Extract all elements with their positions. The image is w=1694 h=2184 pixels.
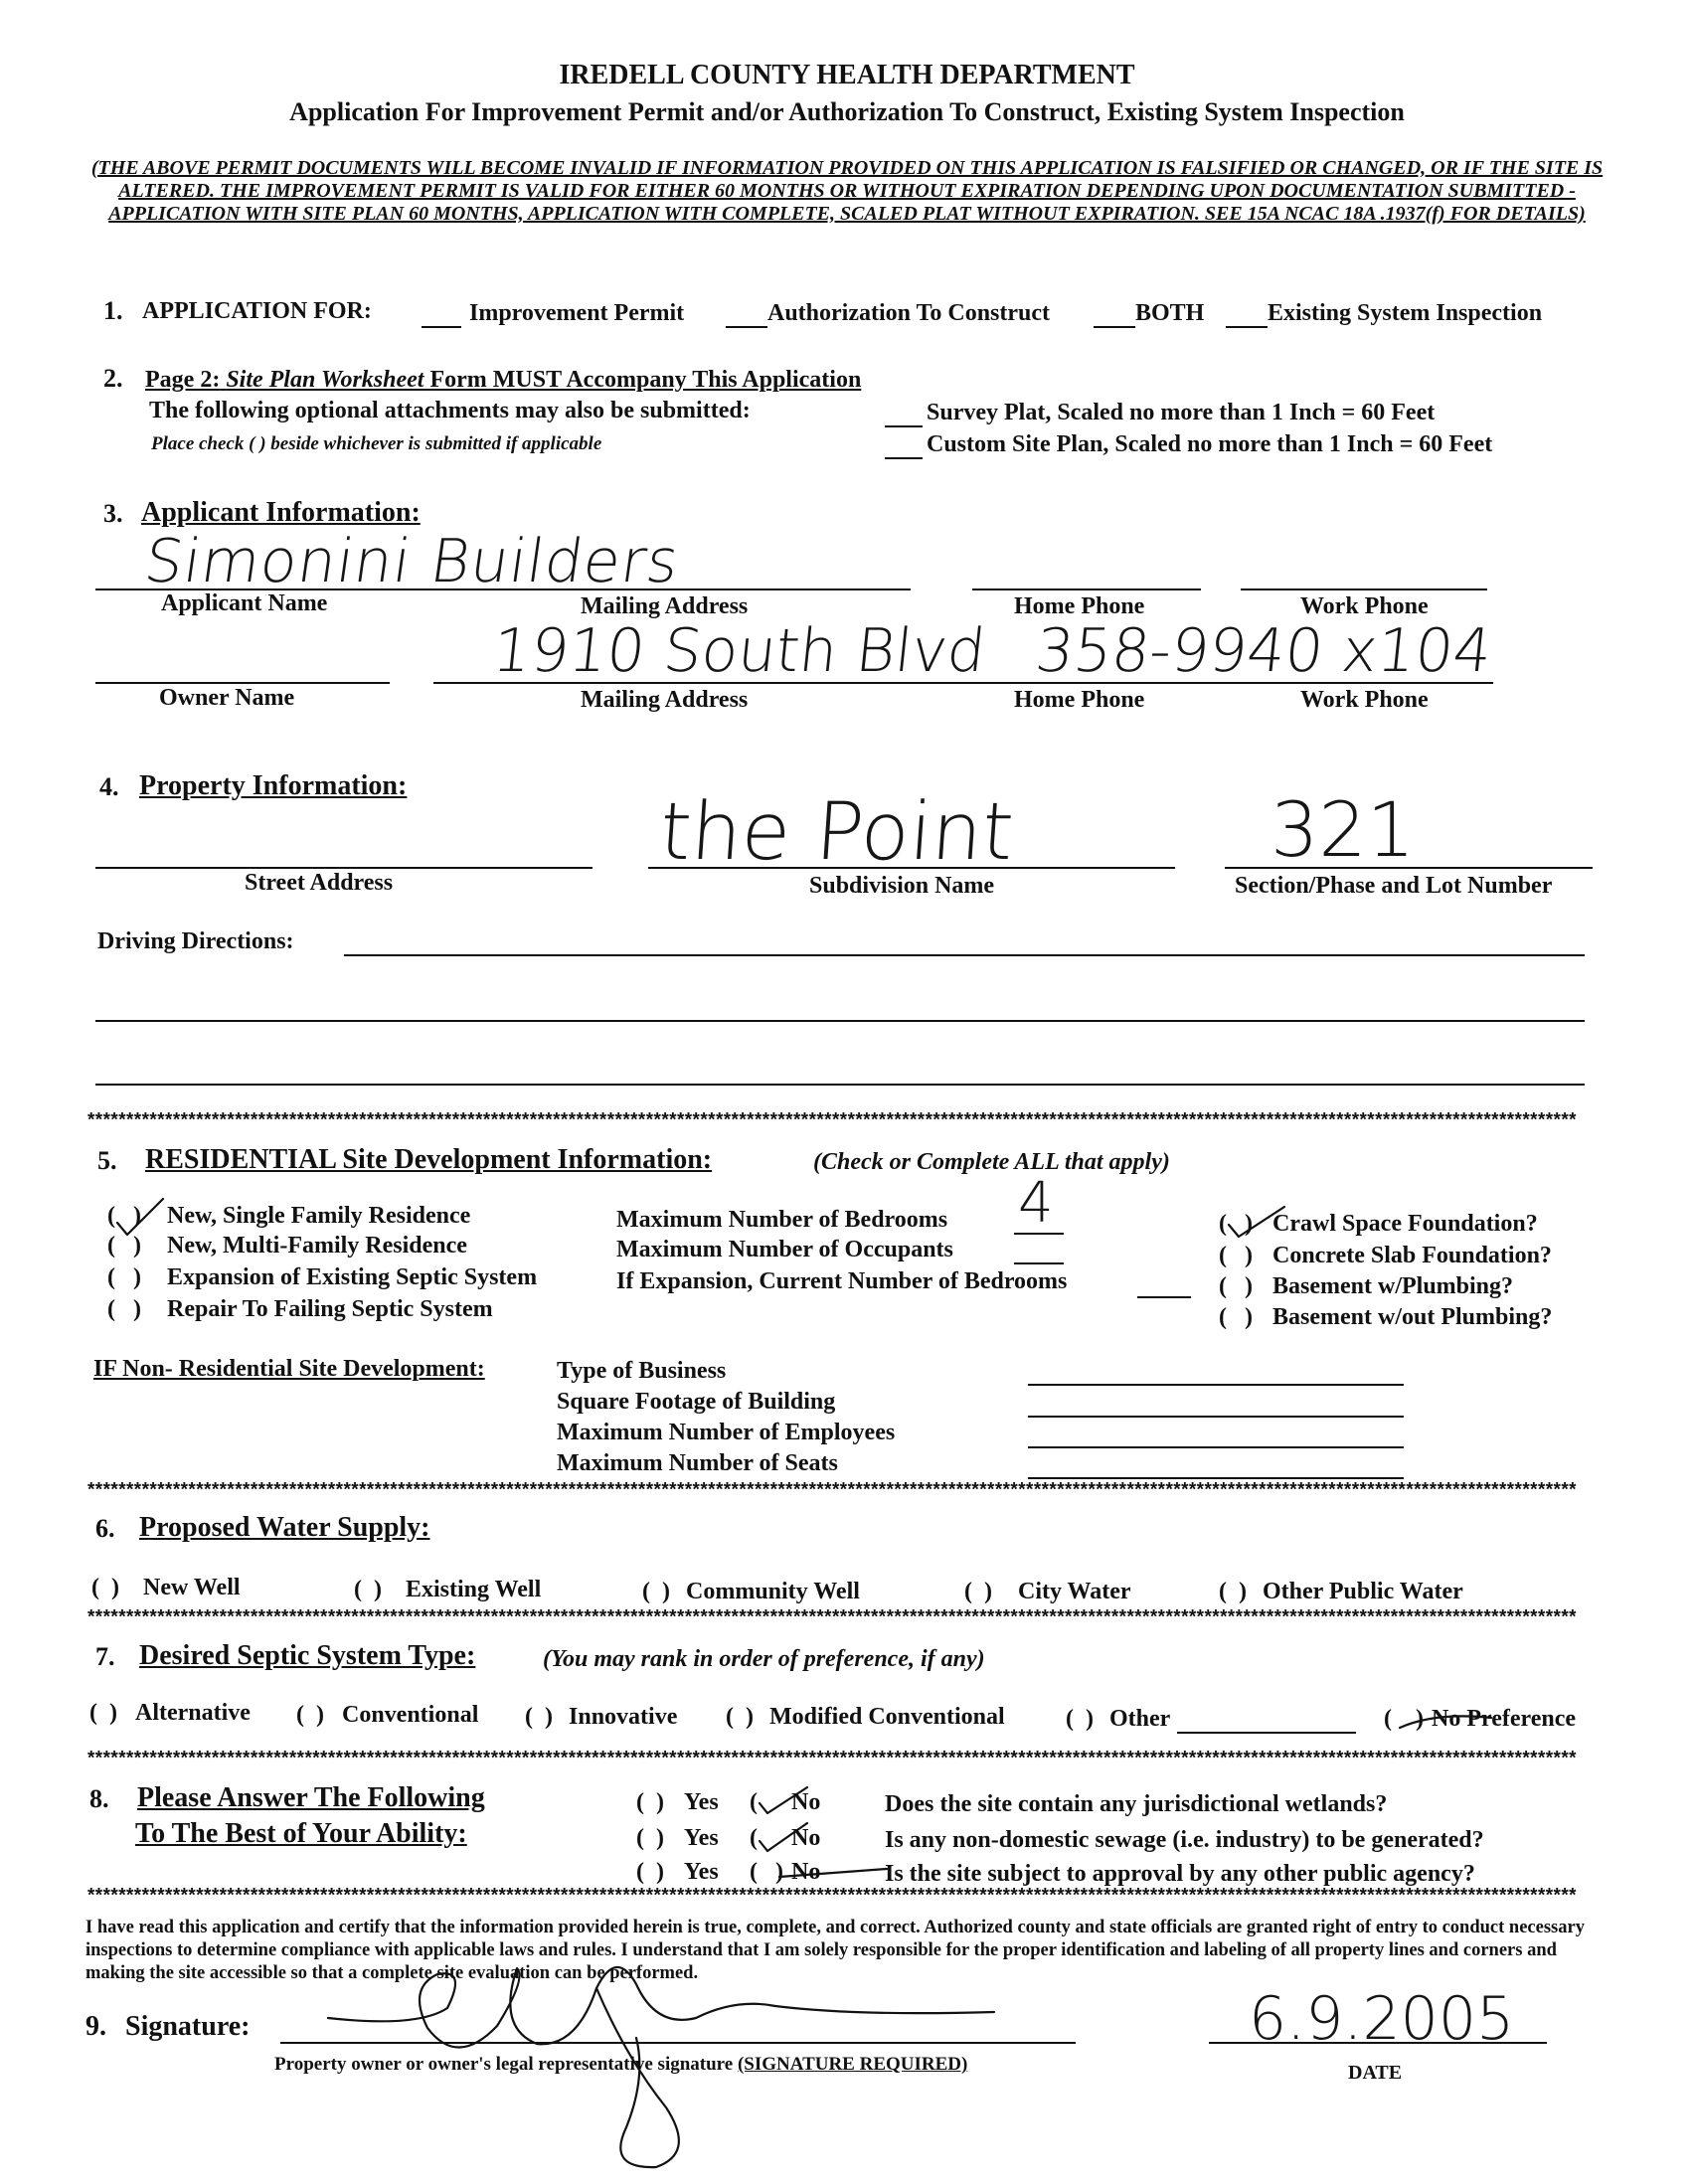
new-well-option: New Well <box>143 1575 241 1600</box>
section-8-number: 8. <box>89 1784 109 1813</box>
agency-no-checkbox[interactable]: ( ) <box>750 1859 783 1885</box>
subdivision-field[interactable]: the Point <box>656 785 1017 878</box>
septic-type-heading: Desired Septic System Type: <box>139 1640 476 1671</box>
repair-checkbox[interactable]: ( ) <box>107 1296 141 1322</box>
improvement-permit-checkbox[interactable] <box>422 326 461 328</box>
alternative-checkbox[interactable]: ( ) <box>89 1700 117 1726</box>
alternative-option: Alternative <box>135 1700 251 1726</box>
residential-note: (Check or Complete ALL that apply) <box>813 1149 1170 1175</box>
max-bedrooms-field[interactable]: 4 <box>1018 1171 1054 1236</box>
water-supply-heading: Proposed Water Supply: <box>139 1512 430 1543</box>
existing-well-checkbox[interactable]: ( ) <box>354 1577 382 1602</box>
owner-home-phone-label: Home Phone <box>1014 687 1145 713</box>
wetlands-no-label: No <box>791 1789 821 1815</box>
place-check-note: Place check ( ) beside whichever is submitted if applicable <box>151 433 602 454</box>
max-seats-field[interactable] <box>1028 1477 1404 1479</box>
owner-mailing-address-label: Mailing Address <box>581 687 749 713</box>
applicant-mailing-address-label: Mailing Address <box>581 593 749 619</box>
sewage-no-label: No <box>791 1825 821 1851</box>
septic-type-note: (You may rank in order of preference, if any) <box>543 1646 985 1672</box>
square-footage-field[interactable] <box>1028 1416 1404 1418</box>
wetlands-yes-checkbox[interactable]: ( ) <box>636 1789 664 1815</box>
subdivision-label: Subdivision Name <box>809 873 995 899</box>
non-residential-label: IF Non- Residential Site Development: <box>93 1356 485 1382</box>
section-1-number: 1. <box>103 296 123 325</box>
section-6-number: 6. <box>95 1514 115 1543</box>
type-of-business-label: Type of Business <box>557 1358 727 1384</box>
driving-directions-label: Driving Directions: <box>97 928 294 954</box>
section-3-number: 3. <box>103 499 123 528</box>
conventional-option: Conventional <box>342 1702 479 1728</box>
applicant-home-phone-field[interactable] <box>972 588 1201 590</box>
type-of-business-field[interactable] <box>1028 1384 1404 1386</box>
existing-inspection-checkbox[interactable] <box>1226 326 1268 328</box>
crawl-space-option: Crawl Space Foundation? <box>1272 1211 1538 1237</box>
modified-conventional-checkbox[interactable]: ( ) <box>726 1704 754 1730</box>
both-option: BOTH <box>1135 300 1205 326</box>
section-9-number: 9. <box>85 2011 106 2042</box>
wetlands-question: Does the site contain any jurisdictional wetlands? <box>885 1791 1388 1817</box>
single-family-option: New, Single Family Residence <box>167 1203 471 1229</box>
sewage-yes-checkbox[interactable]: ( ) <box>636 1825 664 1851</box>
owner-mailing-address-field[interactable]: 1910 South Blvd <box>489 616 989 686</box>
separator-3: ************************************************************************************************************************************************************************************************ <box>85 1608 1575 1628</box>
signature-required-note: (SIGNATURE REQUIRED) <box>737 2054 968 2075</box>
owner-work-phone-label: Work Phone <box>1300 687 1429 713</box>
both-checkbox[interactable] <box>1094 326 1135 328</box>
section-7-number: 7. <box>95 1642 115 1671</box>
answer-heading-line1: Please Answer The Following <box>137 1782 485 1813</box>
page-subtitle: Application For Improvement Permit and/or Authorization To Construct, Existing System Inspection <box>289 97 1405 126</box>
max-employees-field[interactable] <box>1028 1446 1404 1448</box>
other-public-water-checkbox[interactable]: ( ) <box>1219 1579 1247 1604</box>
no-preference-checkbox[interactable]: ( ) <box>1384 1706 1424 1732</box>
wetlands-no-checkbox[interactable]: ( <box>750 1789 775 1815</box>
site-plan-heading-post: Form MUST Accompany This Application <box>429 367 862 393</box>
community-well-option: Community Well <box>686 1579 860 1604</box>
validity-warning: (THE ABOVE PERMIT DOCUMENTS WILL BECOME INVALID IF INFORMATION PROVIDED ON THIS APPLICATION IS FALSIFIED OR CHANGED, OR IF THE SITE IS ALTERED. THE IMPROVEMENT PERMIT IS VALID FOR EITHER 60 MONTHS OR WITHOUT EXPIRATION DEPENDING UPON DOCUMENTATION SUBMITTED - APPLICATION WITH SITE PLAN 60 MONTHS, APPLICATION WITH COMPLETE, SCALED PLAT WITHOUT EXPIRATION. SEE 15A NCAC 18A .1937(f) FOR DETAILS) <box>90 157 1604 225</box>
agency-yes-checkbox[interactable]: ( ) <box>636 1859 664 1885</box>
signature-scribble <box>298 1909 1034 2177</box>
existing-inspection-option: Existing System Inspection <box>1268 300 1543 326</box>
no-preference-option: No Preference <box>1432 1706 1577 1732</box>
agency-no-strike <box>775 1859 895 1889</box>
site-plan-heading-pre: Page 2: <box>145 367 221 393</box>
applicant-home-phone-label: Home Phone <box>1014 593 1145 619</box>
crawl-space-checkbox[interactable]: ( ) <box>1219 1211 1253 1237</box>
repair-option: Repair To Failing Septic System <box>167 1296 493 1322</box>
innovative-option: Innovative <box>569 1704 678 1730</box>
applicant-name-field[interactable]: Simonini Builders <box>140 527 684 596</box>
square-footage-label: Square Footage of Building <box>557 1389 836 1415</box>
custom-site-plan-option: Custom Site Plan, Scaled no more than 1 Inch = 60 Feet <box>927 431 1493 457</box>
separator-5: ************************************************************************************************************************************************************************************************ <box>85 1887 1575 1907</box>
sewage-question: Is any non-domestic sewage (i.e. industry) to be generated? <box>885 1827 1484 1853</box>
multi-family-checkbox[interactable]: ( ) <box>107 1233 141 1259</box>
lot-label: Section/Phase and Lot Number <box>1235 873 1553 899</box>
agency-question: Is the site subject to approval by any other public agency? <box>885 1861 1475 1887</box>
new-well-checkbox[interactable]: ( ) <box>91 1575 119 1600</box>
date-field[interactable]: 6.9.2005 <box>1249 1984 1515 2054</box>
applicant-info-heading: Applicant Information: <box>141 497 421 528</box>
owner-phone-field[interactable]: 358-9940 x104 <box>1032 616 1495 686</box>
custom-site-plan-checkbox[interactable] <box>885 457 923 459</box>
basement-plumbing-checkbox[interactable]: ( ) <box>1219 1273 1253 1299</box>
concrete-slab-option: Concrete Slab Foundation? <box>1272 1243 1552 1268</box>
crawl-space-checkmark <box>1223 1199 1292 1243</box>
section-5-number: 5. <box>97 1146 117 1175</box>
date-label: DATE <box>1348 2062 1403 2084</box>
conventional-checkbox[interactable]: ( ) <box>296 1702 324 1728</box>
separator-4: ************************************************************************************************************************************************************************************************ <box>85 1750 1575 1769</box>
other-public-water-option: Other Public Water <box>1263 1579 1463 1604</box>
multi-family-option: New, Multi-Family Residence <box>167 1233 467 1259</box>
applicant-work-phone-field[interactable] <box>1241 588 1487 590</box>
agency-no-label: No <box>791 1859 821 1885</box>
property-info-heading: Property Information: <box>139 770 408 801</box>
section-2-number: 2. <box>103 364 123 393</box>
sewage-yes-label: Yes <box>684 1825 719 1851</box>
single-family-checkbox[interactable]: ( ) <box>107 1203 141 1229</box>
authorization-option: Authorization To Construct <box>767 300 1051 326</box>
sewage-no-checkmark <box>754 1815 813 1859</box>
no-preference-strike <box>1396 1706 1495 1736</box>
concrete-slab-checkbox[interactable]: ( ) <box>1219 1243 1253 1268</box>
basement-no-plumbing-checkbox[interactable]: ( ) <box>1219 1304 1253 1330</box>
survey-plat-checkbox[interactable] <box>885 425 923 427</box>
wetlands-yes-label: Yes <box>684 1789 719 1815</box>
max-seats-label: Maximum Number of Seats <box>557 1450 838 1476</box>
separator-1: ************************************************************************************************************************************************************************************************ <box>85 1111 1575 1131</box>
single-family-checkmark <box>111 1193 171 1243</box>
current-bedrooms-field[interactable] <box>1137 1296 1191 1298</box>
current-bedrooms-label: If Expansion, Current Number of Bedrooms <box>616 1268 1068 1294</box>
city-water-option: City Water <box>1018 1579 1131 1604</box>
innovative-checkbox[interactable]: ( ) <box>525 1704 553 1730</box>
max-employees-label: Maximum Number of Employees <box>557 1420 896 1445</box>
driving-directions-line-1[interactable] <box>344 954 1585 956</box>
max-occupants-field[interactable] <box>1014 1262 1064 1264</box>
signature-caption-text: Property owner or owner's legal representative signature <box>274 2054 738 2075</box>
residential-heading: RESIDENTIAL Site Development Information: <box>145 1144 713 1175</box>
site-plan-heading <box>145 367 861 394</box>
other-checkbox[interactable]: ( ) <box>1066 1706 1094 1732</box>
community-well-checkbox[interactable]: ( ) <box>642 1579 670 1604</box>
other-option: Other <box>1109 1706 1171 1732</box>
basement-no-plumbing-option: Basement w/out Plumbing? <box>1272 1304 1553 1330</box>
separator-2: ************************************************************************************************************************************************************************************************ <box>85 1481 1575 1501</box>
sewage-no-checkbox[interactable]: ( <box>750 1825 775 1851</box>
street-address-label: Street Address <box>245 870 394 896</box>
authorization-checkbox[interactable] <box>726 326 767 328</box>
section-4-number: 4. <box>99 772 119 801</box>
expansion-option: Expansion of Existing Septic System <box>167 1264 538 1290</box>
owner-name-label: Owner Name <box>159 685 295 711</box>
applicant-work-phone-label: Work Phone <box>1300 593 1429 619</box>
max-occupants-label: Maximum Number of Occupants <box>616 1237 953 1262</box>
expansion-checkbox[interactable]: ( ) <box>107 1264 141 1290</box>
driving-directions-line-2[interactable] <box>95 1020 1585 1022</box>
modified-conventional-option: Modified Conventional <box>769 1704 1005 1730</box>
certification-text: I have read this application and certify that the information provided herein is true, complete, and correct. Authorized county and state officials are granted right of entry to conduct necessary inspections to determine compliance with applicable laws and rules. I understand that I am solely responsible for the proper identification and labeling of all property lines and corners and making the site accessible so that a complete site evaluation can be performed. <box>85 1918 1585 1983</box>
existing-well-option: Existing Well <box>406 1577 542 1602</box>
page-title: IREDELL COUNTY HEALTH DEPARTMENT <box>559 60 1135 90</box>
agency-yes-label: Yes <box>684 1859 719 1885</box>
site-plan-heading-italic: Site Plan Worksheet <box>226 367 424 393</box>
lot-number-field[interactable]: 321 <box>1270 785 1416 874</box>
max-bedrooms-label: Maximum Number of Bedrooms <box>616 1207 948 1233</box>
optional-attachments-text: The following optional attachments may also be submitted: <box>149 398 751 423</box>
application-for-label: APPLICATION FOR: <box>142 298 372 324</box>
other-septic-field[interactable] <box>1177 1732 1356 1734</box>
answer-heading-line2: To The Best of Your Ability: <box>135 1818 467 1849</box>
applicant-name-label: Applicant Name <box>161 590 328 616</box>
survey-plat-option: Survey Plat, Scaled no more than 1 Inch = 60 Feet <box>927 400 1436 425</box>
driving-directions-line-3[interactable] <box>95 1084 1585 1086</box>
improvement-permit-option: Improvement Permit <box>469 300 685 326</box>
signature-label: Signature: <box>125 2011 251 2042</box>
street-address-field[interactable] <box>95 867 593 869</box>
city-water-checkbox[interactable]: ( ) <box>964 1579 992 1604</box>
owner-name-field[interactable] <box>95 682 390 684</box>
basement-plumbing-option: Basement w/Plumbing? <box>1272 1273 1514 1299</box>
